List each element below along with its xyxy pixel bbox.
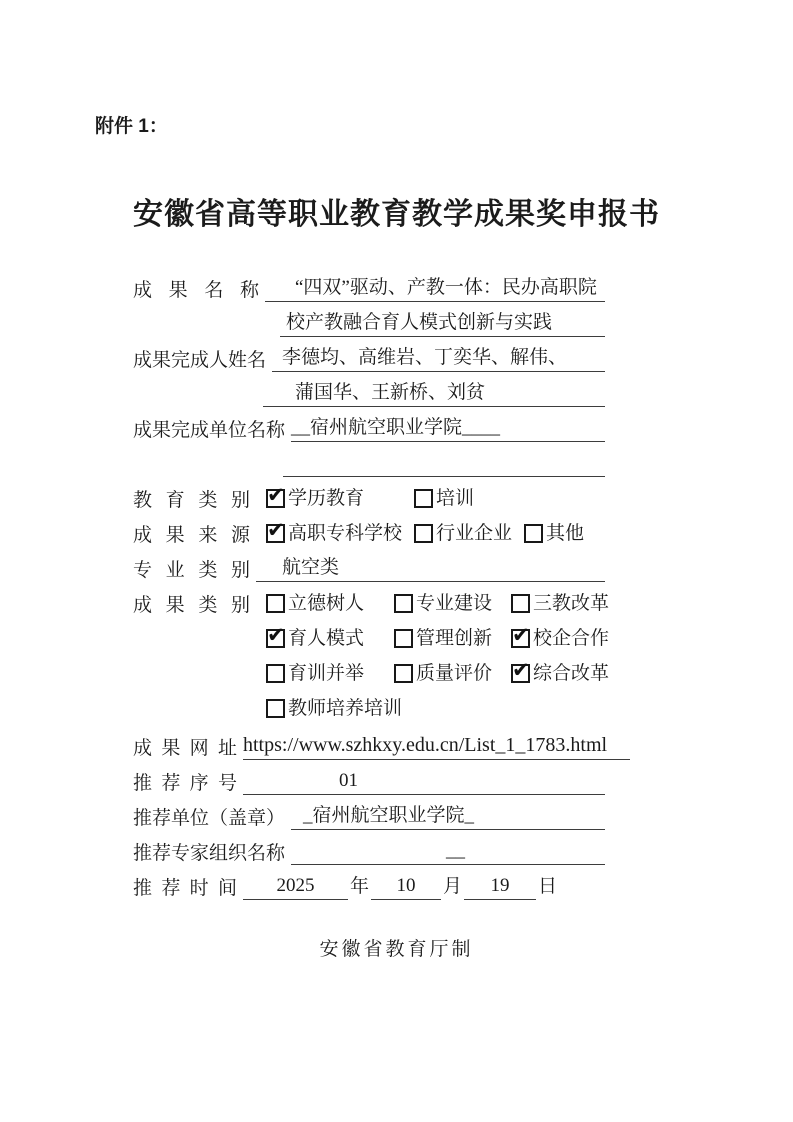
checkbox-checked-icon — [266, 629, 285, 648]
field-value-expert-organization: __ — [291, 837, 605, 865]
checkbox-unchecked-icon — [394, 664, 413, 683]
achievement-category-row-1 — [256, 590, 609, 617]
checkbox-option — [266, 590, 394, 617]
checkbox-checked-icon — [511, 664, 530, 683]
field-label-recommend-serial: 推荐序号 — [133, 773, 237, 794]
field-value-achievement-url: https://www.szhkxy.edu.cn/List_1_1783.html — [243, 732, 630, 760]
field-label-recommend-date: 推荐时间 — [133, 878, 237, 899]
checkbox-option — [524, 520, 584, 547]
field-achievement-source — [133, 512, 605, 547]
checkbox-option-label: 质量评价 — [416, 663, 493, 684]
field-label-recommend-unit: 推荐单位（盖章） — [133, 808, 286, 829]
checkbox-option-label: 专业建设 — [416, 593, 493, 614]
checkbox-unchecked-icon — [266, 699, 285, 718]
checkbox-unchecked-icon — [511, 594, 530, 613]
checkbox-option — [511, 625, 609, 652]
field-value-recommend-serial: 01 — [243, 767, 605, 795]
field-label-achievement-category: 成果类别 — [133, 595, 250, 616]
checkbox-unchecked-icon — [414, 489, 433, 508]
checkbox-option — [266, 660, 394, 687]
field-completing-unit — [133, 407, 605, 442]
checkbox-option — [266, 520, 402, 547]
checkbox-option-label: 三教改革 — [533, 593, 610, 614]
checkbox-option-label: 育训并举 — [288, 663, 365, 684]
checkbox-option — [394, 660, 511, 687]
achievement-category-row-3 — [256, 660, 609, 687]
checkbox-unchecked-icon — [394, 594, 413, 613]
checkbox-option-label: 综合改革 — [533, 663, 610, 684]
checkbox-option — [414, 485, 474, 512]
page-title: 安徽省高等职业教育教学成果奖申报书 — [133, 198, 660, 231]
recommend-date-value — [243, 872, 605, 900]
field-label-achievement-source: 成果来源 — [133, 525, 250, 546]
checkbox-option — [414, 520, 512, 547]
field-major-category — [133, 547, 605, 582]
field-achievement-category-row2 — [133, 617, 610, 652]
field-label-completers: 成果完成人姓名 — [133, 350, 267, 371]
field-completers — [133, 337, 605, 372]
field-achievement-url — [133, 725, 608, 760]
date-day-value: 19 — [464, 872, 536, 900]
field-expert-organization — [133, 830, 605, 865]
checkbox-option — [266, 695, 403, 722]
field-recommend-unit — [133, 795, 605, 830]
checkbox-option-label: 行业企业 — [436, 523, 513, 544]
field-value-completers-line2: 蒲国华、王新桥、刘贫 — [263, 379, 605, 407]
checkbox-option-label: 高职专科学校 — [288, 523, 403, 544]
checkbox-unchecked-icon — [524, 524, 543, 543]
achievement-category-row-2 — [256, 625, 609, 652]
field-achievement-category-row4 — [133, 687, 605, 722]
checkbox-option-label: 其他 — [546, 523, 585, 544]
checkbox-unchecked-icon — [266, 664, 285, 683]
field-value-completing-unit: __宿州航空职业学院____ — [291, 414, 605, 442]
field-completers-cont — [133, 372, 605, 407]
field-education-type — [133, 477, 605, 512]
field-value-major-category: 航空类 — [256, 554, 605, 582]
checkbox-option-label: 培训 — [436, 488, 475, 509]
field-value-recommend-unit: _宿州航空职业学院_ — [291, 802, 605, 830]
attachment-label: 附件 1： — [95, 116, 168, 137]
field-label-expert-organization: 推荐专家组织名称 — [133, 843, 286, 864]
field-recommend-serial — [133, 760, 605, 795]
checkbox-option — [266, 485, 364, 512]
checkbox-option-label: 学历教育 — [288, 488, 365, 509]
field-completing-unit-cont — [133, 442, 605, 477]
checkbox-option-label: 教师培养培训 — [288, 698, 403, 719]
checkbox-option-label: 管理创新 — [416, 628, 493, 649]
checkbox-option-label: 校企合作 — [533, 628, 610, 649]
checkbox-option-label: 育人模式 — [288, 628, 365, 649]
date-year-unit: 年 — [350, 876, 370, 897]
checkbox-option — [394, 625, 511, 652]
field-achievement-category — [133, 582, 610, 617]
checkbox-checked-icon — [266, 489, 285, 508]
field-achievement-name-cont — [133, 302, 605, 337]
field-label-achievement-url: 成果网址 — [133, 738, 237, 759]
field-value-completing-unit-line2 — [283, 476, 605, 477]
checkbox-option — [511, 660, 609, 687]
field-value-achievement-name-line2: 校产教融合育人模式创新与实践 — [280, 309, 605, 337]
field-label-achievement-name: 成果名称 — [133, 280, 259, 301]
form-body — [133, 267, 610, 900]
checkbox-option — [266, 625, 394, 652]
checkbox-option — [394, 590, 511, 617]
field-label-completing-unit: 成果完成单位名称 — [133, 420, 286, 441]
issuer-footer: 安徽省教育厅制 — [319, 939, 474, 960]
education-type-options — [256, 485, 605, 512]
date-month-value: 10 — [371, 872, 441, 900]
date-year-value: 2025 — [243, 872, 348, 900]
checkbox-unchecked-icon — [394, 629, 413, 648]
achievement-category-row-4 — [256, 695, 605, 722]
checkbox-checked-icon — [266, 524, 285, 543]
achievement-source-options — [256, 520, 605, 547]
checkbox-option-label: 立德树人 — [288, 593, 365, 614]
field-achievement-name — [133, 267, 605, 302]
field-achievement-category-row3 — [133, 652, 610, 687]
date-month-unit: 月 — [443, 876, 463, 897]
checkbox-checked-icon — [511, 629, 530, 648]
field-label-education-type: 教育类别 — [133, 490, 250, 511]
field-label-major-category: 专业类别 — [133, 560, 250, 581]
checkbox-unchecked-icon — [414, 524, 433, 543]
date-day-unit: 日 — [538, 876, 558, 897]
field-value-achievement-name-line1: “四双”驱动、产教一体：民办高职院 — [265, 274, 605, 302]
checkbox-option — [511, 590, 609, 617]
field-recommend-date — [133, 865, 605, 900]
field-value-completers-line1: 李德均、高维岩、丁奕华、解伟、 — [272, 344, 605, 372]
checkbox-unchecked-icon — [266, 594, 285, 613]
